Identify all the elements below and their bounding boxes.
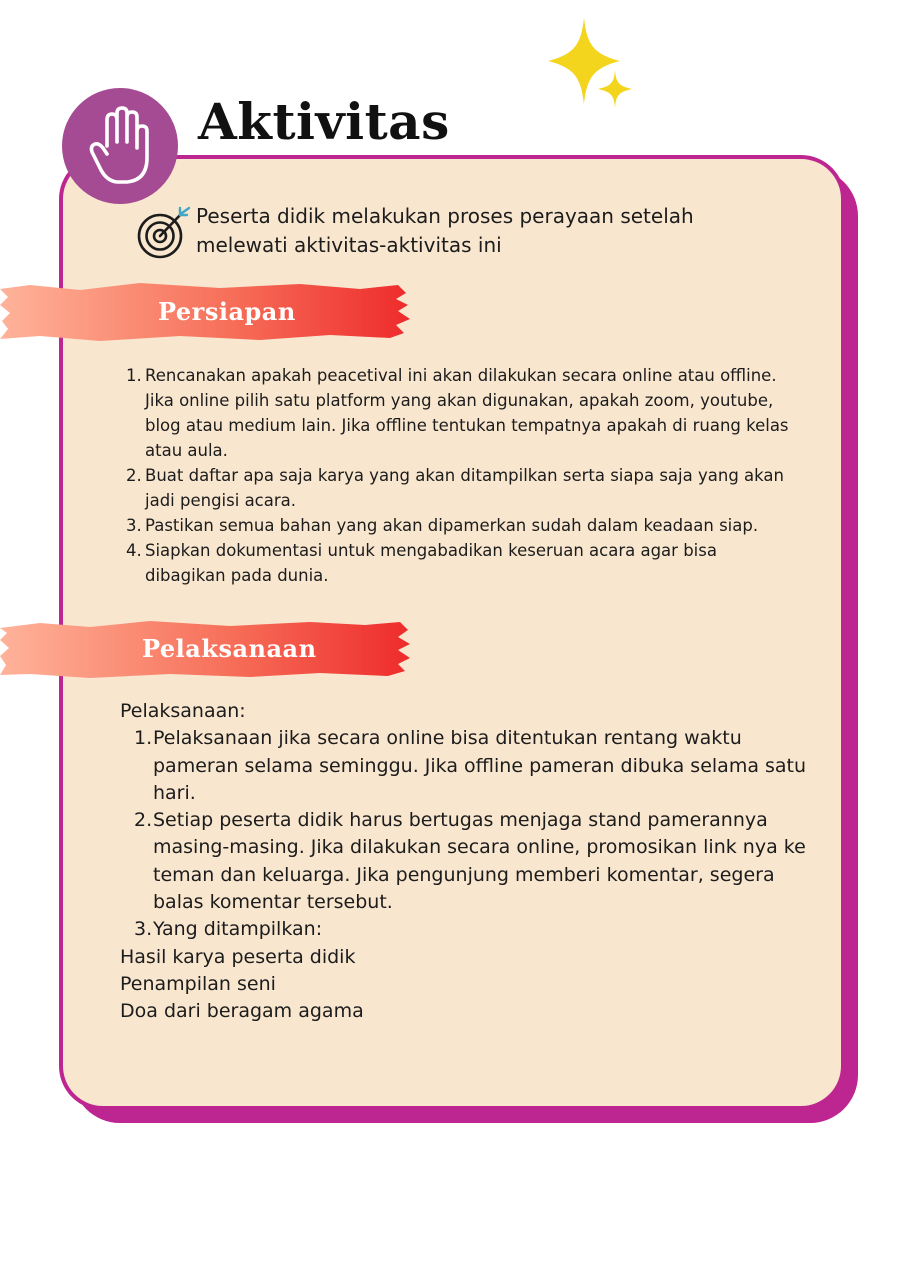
list-item-number: 3.: [126, 516, 142, 535]
list-item-text: Pastikan semua bahan yang akan dipamerkan sudah dalam keadaan siap.: [145, 516, 759, 535]
goal-text: Peserta didik melakukan proses perayaan setelah melewati aktivitas-aktivitas ini: [196, 204, 694, 257]
list-item-text: Buat daftar apa saja karya yang akan ditampilkan serta siapa saja yang akan jadi pengisi acara.: [145, 466, 784, 510]
sparkle-icon: [540, 14, 640, 114]
list-item-text: Setiap peserta didik harus bertugas menjaga stand pamerannya masing-masing. Jika dilakukan secara online, promosikan link nya ke teman dan keluarga. Jika pengunjung memberi komentar, segera balas komentar tersebut.: [153, 809, 806, 914]
list-item: [126, 513, 796, 538]
pelaksanaan-heading: Pelaksanaan: [142, 634, 317, 663]
list-item-number: 1.: [134, 727, 153, 750]
list-item: [126, 463, 796, 513]
display-item: Doa dari beragam agama: [120, 1000, 364, 1023]
list-item-number: 2.: [134, 809, 153, 832]
pelaksanaan-list: [120, 725, 810, 943]
pelaksanaan-section: [120, 698, 810, 1026]
list-item-number: 4.: [126, 541, 142, 560]
list-item: [126, 538, 796, 588]
persiapan-list: [126, 363, 796, 588]
list-item: [120, 807, 810, 916]
display-item: Hasil karya peserta didik: [120, 945, 356, 968]
hand-badge: [62, 88, 178, 204]
list-item-text: Pelaksanaan jika secara online bisa ditentukan rentang waktu pameran selama seminggu. Jika offline pameran dibuka selama satu hari.: [153, 727, 807, 804]
list-item-text: Rencanakan apakah peacetival ini akan dilakukan secara online atau offline. Jika online pilih satu platform yang akan digunakan, apakah zoom, youtube, blog atau medium lain. Jika offline tentukan tempatnya apakah di ruang kelas atau aula.: [145, 366, 789, 460]
pelaksanaan-intro: Pelaksanaan:: [120, 700, 246, 722]
list-item-number: 1.: [126, 366, 142, 385]
list-item: [120, 725, 810, 807]
list-item: [120, 916, 810, 943]
list-item-text: Yang ditampilkan:: [153, 918, 323, 941]
persiapan-heading: Persiapan: [158, 297, 296, 326]
list-item-number: 3.: [134, 918, 153, 941]
page-title: Aktivitas: [198, 92, 450, 151]
list-item: [126, 363, 796, 463]
display-item: Penampilan seni: [120, 972, 276, 995]
list-item-text: Siapkan dokumentasi untuk mengabadikan keseruan acara agar bisa dibagikan pada dunia.: [145, 541, 717, 585]
list-item-number: 2.: [126, 466, 142, 485]
pelaksanaan-banner: [0, 618, 412, 680]
target-icon: [134, 204, 192, 262]
hand-icon: [87, 106, 153, 186]
persiapan-banner: [0, 281, 412, 343]
